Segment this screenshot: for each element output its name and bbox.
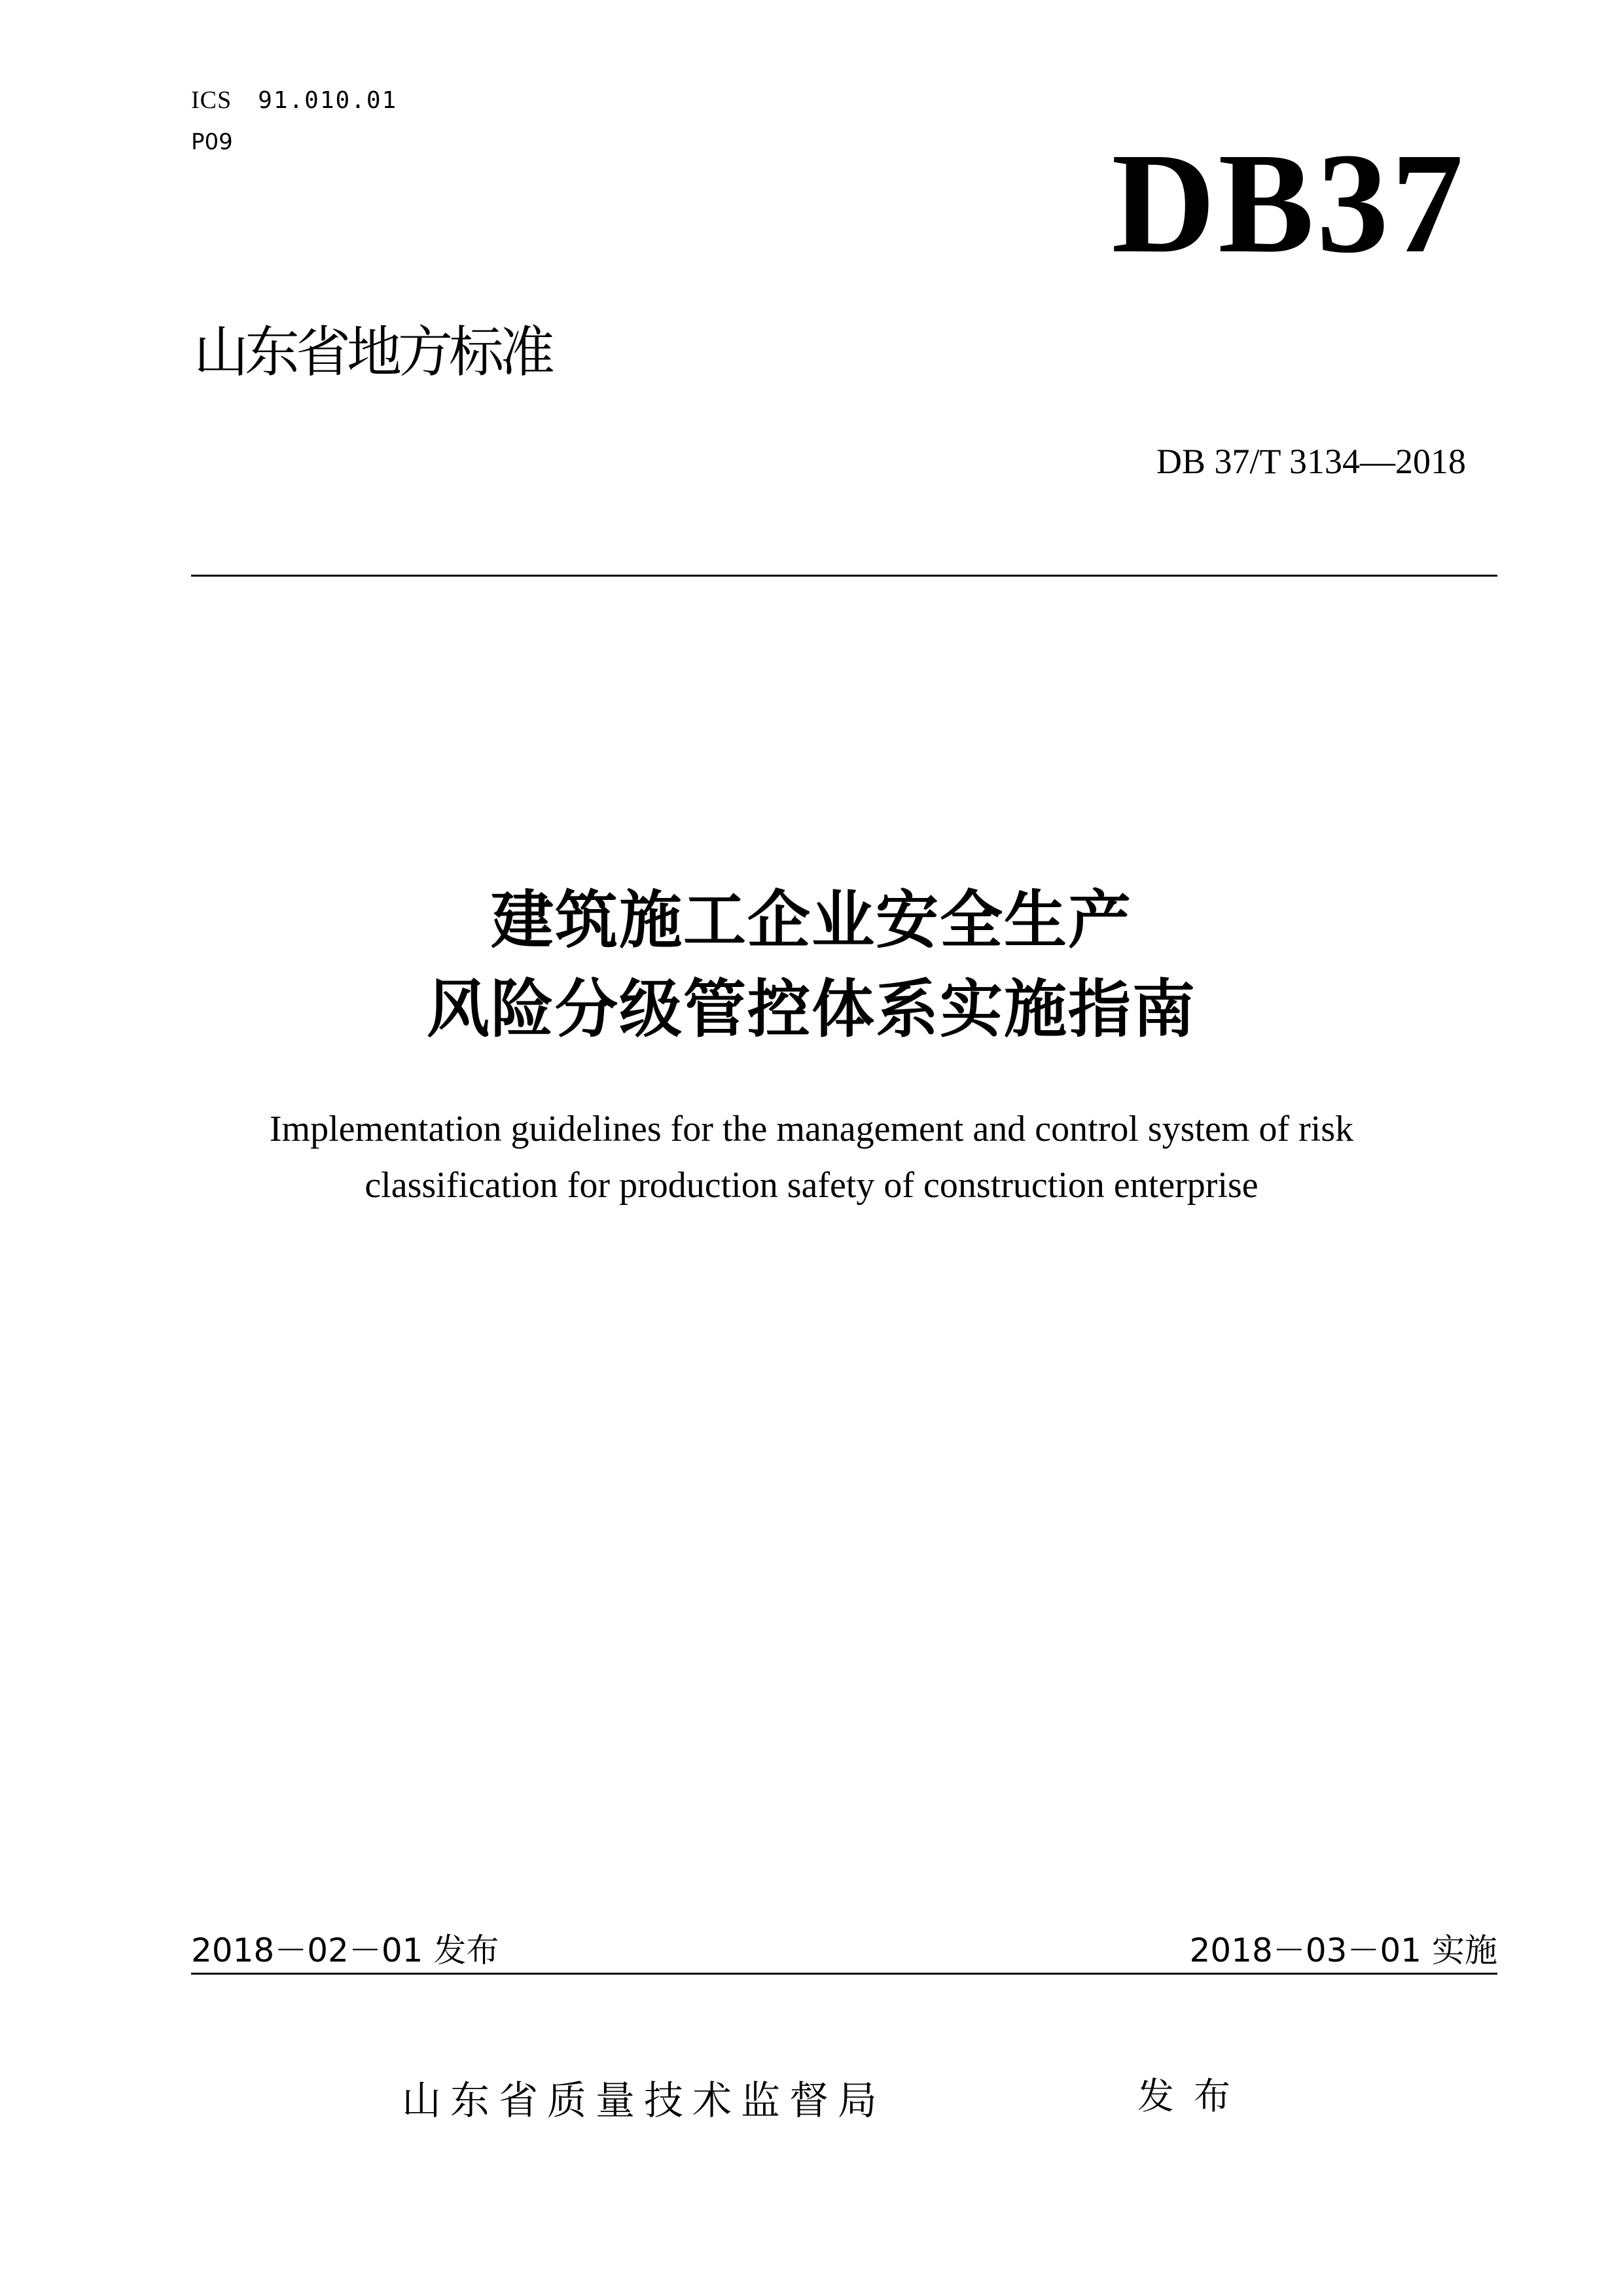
chinese-title-line-1: 建筑施工企业安全生产	[491, 884, 1132, 957]
bottom-divider	[191, 1973, 1497, 1975]
standard-number: DB 37/T 3134—2018	[1156, 442, 1466, 481]
english-title	[0, 1101, 1623, 1213]
ccs-code: P09	[191, 129, 233, 155]
publish-date: 2018－02－01 发布	[191, 1931, 499, 1969]
english-title-line-2: classification for production safety of construction enterprise	[365, 1165, 1258, 1206]
date-row	[191, 1924, 1497, 1977]
standard-type: 山东省地方标准	[194, 320, 552, 384]
ics-classification	[191, 84, 397, 117]
chinese-title-line-2: 风险分级管控体系实施指南	[427, 973, 1196, 1046]
db37-emblem: DB37	[1111, 123, 1466, 283]
top-divider	[191, 575, 1497, 577]
ics-code: 91.010.01	[258, 87, 398, 114]
effective-date: 2018－03－01 实施	[1189, 1931, 1497, 1969]
english-title-line-1: Implementation guidelines for the management and control system of risk	[269, 1109, 1354, 1149]
chinese-title	[0, 876, 1623, 1054]
issuing-authority: 山东省质量技术监督局	[402, 2078, 886, 2124]
ics-label: ICS	[191, 86, 232, 114]
issue-label: 发布	[1137, 2075, 1250, 2118]
